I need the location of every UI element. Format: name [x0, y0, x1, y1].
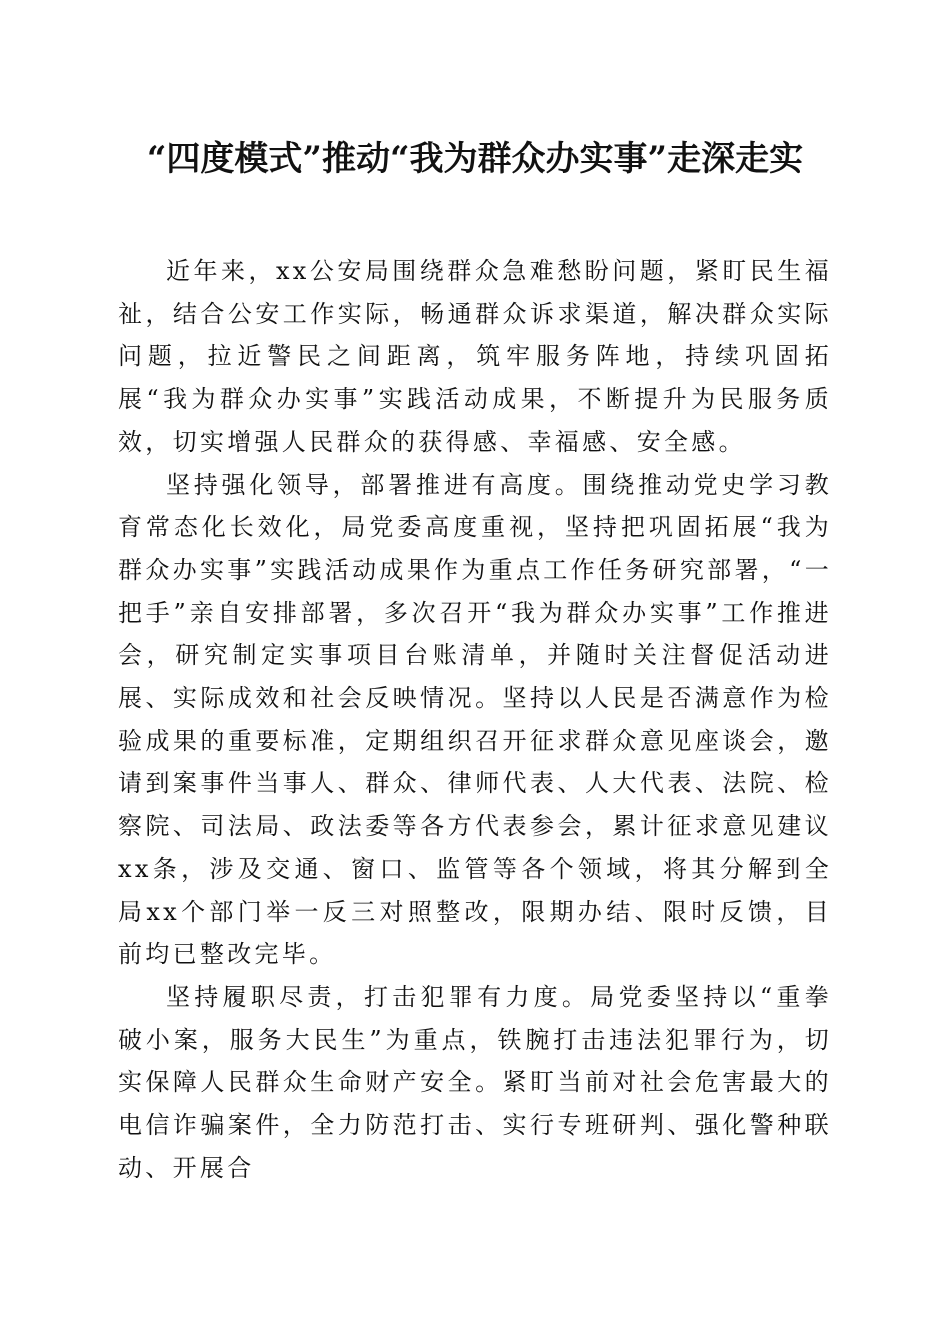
paragraph-intro: 近年来，xx公安局围绕群众急难愁盼问题，紧盯民生福祉，结合公安工作实际，畅通群众诉求渠道，解决群众实际问题，拉近警民之间距离，筑牢服务阵地，持续巩固拓展“我为群众办实事”实践活动成果，不断提升为民服务质效，切实增强人民群众的获得感、幸福感、安全感。 [118, 257, 832, 456]
paragraph-duty: 坚持履职尽责，打击犯罪有力度。局党委坚持以“重拳破小案，服务大民生”为重点，铁腕打击违法犯罪行为，切实保障人民群众生命财产安全。紧盯当前对社会危害最大的电信诈骗案件，全力防范打击、实行专班研判、强化警种联动、开展合 [118, 982, 832, 1182]
document-title: “四度模式”推动“我为群众办实事”走深走实 [146, 139, 804, 179]
paragraph-leadership: 坚持强化领导，部署推进有高度。围绕推动党史学习教育常态化长效化，局党委高度重视，坚持把巩固拓展“我为群众办实事”实践活动成果作为重点工作任务研究部署，“一把手”亲自安排部署，多次召开“我为群众办实事”工作推进会，研究制定实事项目台账清单，并随时关注督促活动进展、实际成效和社会反映情况。坚持以人民是否满意作为检验成果的重要标准，定期组织召开征求群众意见座谈会，邀请到案事件当事人、群众、律师代表、人大代表、法院、检察院、司法局、政法委等各方代表参会，累计征求意见建议xx条，涉及交通、窗口、监管等各个领域，将其分解到全局xx个部门举一反三对照整改，限期办结、限时反馈，目前均已整改完毕。 [118, 470, 832, 969]
document-body [118, 250, 832, 1189]
